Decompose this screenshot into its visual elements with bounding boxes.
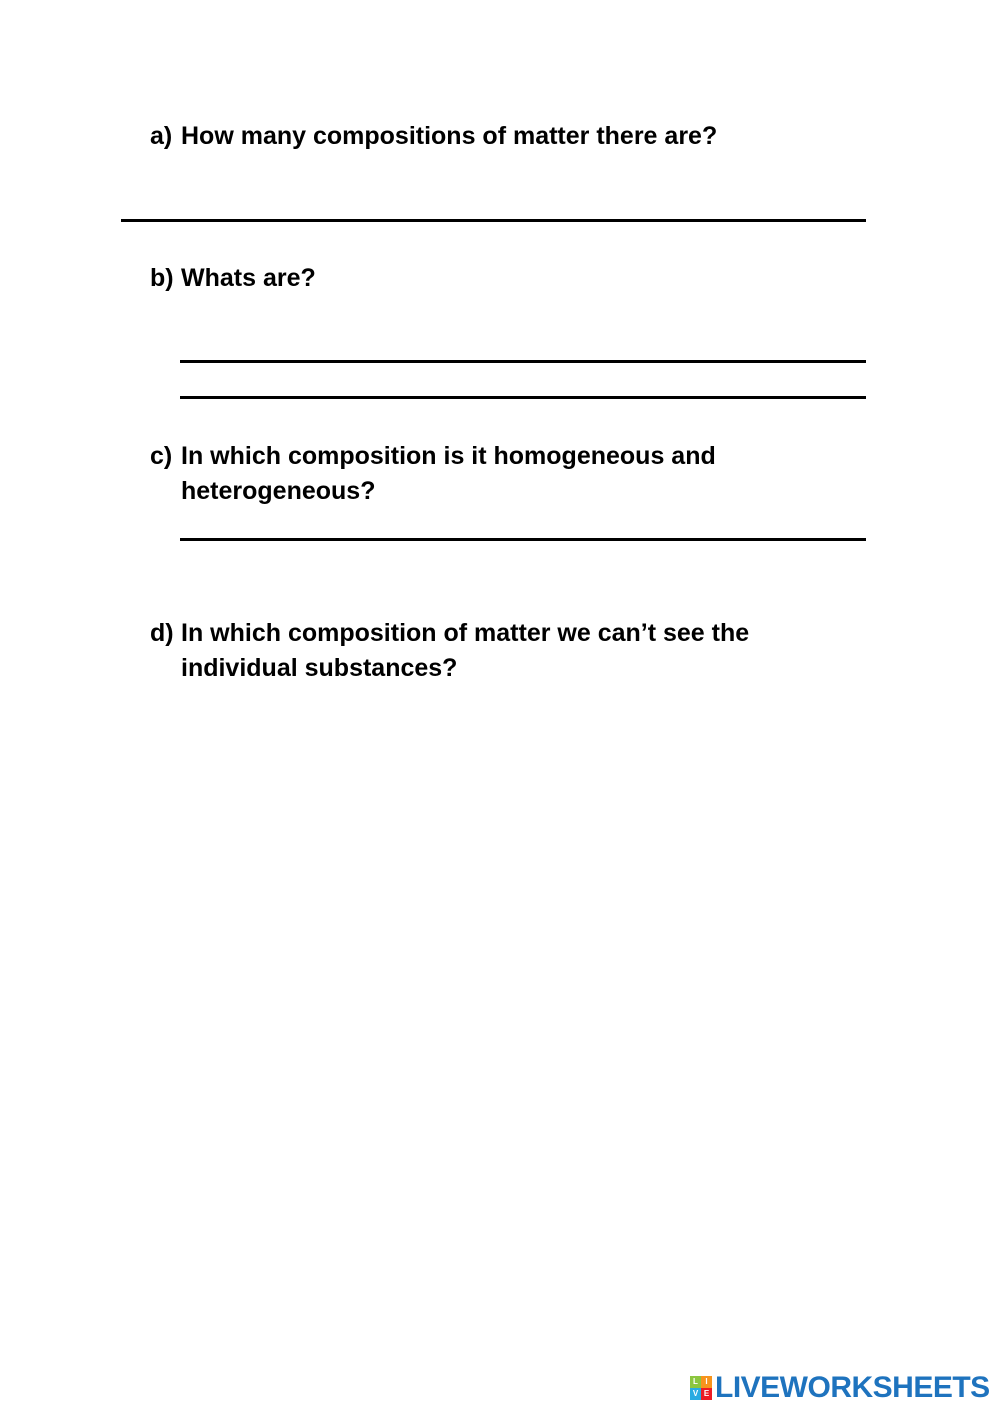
logo-icon (690, 1376, 712, 1400)
answer-line-a[interactable] (121, 219, 866, 222)
logo-text: LIVEWORKSHEETS (715, 1371, 990, 1404)
logo-icon-letter-e: E (701, 1388, 712, 1400)
answer-line-b1[interactable] (180, 360, 866, 363)
question-text: In which composition of matter we can’t see the individual substances? (181, 619, 750, 682)
answer-line-c[interactable] (180, 538, 866, 541)
question-marker: b) (150, 264, 174, 292)
question-text: Whats are? (181, 264, 316, 292)
logo-icon-letter-v: V (690, 1388, 701, 1400)
logo-icon-letter-l: L (690, 1376, 701, 1388)
answer-line-b2[interactable] (180, 396, 866, 399)
question-text: How many compositions of matter there are? (181, 122, 718, 150)
liveworksheets-logo (690, 1373, 990, 1403)
question-marker: c) (150, 442, 173, 470)
question-marker: a) (150, 122, 173, 150)
question-text: In which composition is it homogeneous and heterogeneous? (181, 442, 716, 505)
logo-icon-letter-i: I (701, 1376, 712, 1388)
question-marker: d) (150, 619, 174, 647)
